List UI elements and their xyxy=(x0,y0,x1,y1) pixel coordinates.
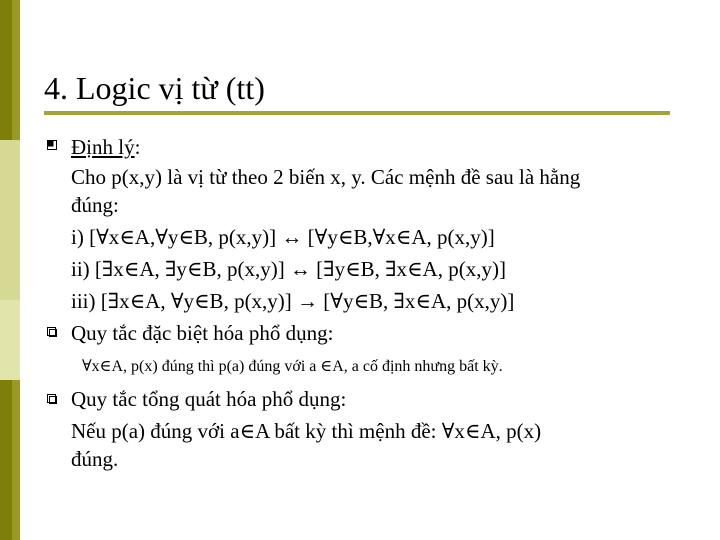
rule-general-line: Nếu p(a) đúng với a∈A bất kỳ thì mệnh đề: ∀x∈A, p(x) xyxy=(71,419,542,443)
square-bullet-icon xyxy=(47,327,57,337)
theorem-line: đúng: xyxy=(71,193,119,217)
title-underline-rule xyxy=(44,111,670,115)
sidebar-stripe-light xyxy=(0,140,20,300)
theorem-formula-ii: ii) [∃x∈A, ∃y∈B, p(x,y)] ↔ [∃y∈B, ∃x∈A, p(x,y)] xyxy=(71,257,506,281)
theorem-heading: Định lý xyxy=(71,135,135,159)
theorem-formula-i: i) [∀x∈A,∀y∈B, p(x,y)] ↔ [∀y∈B,∀x∈A, p(x,y)] xyxy=(71,225,495,249)
theorem-heading-colon: : xyxy=(134,135,141,159)
rule-specific-detail: ∀x∈A, p(x) đúng thì p(a) đúng với a ∈A, a cố định nhưng bất kỳ. xyxy=(82,358,503,375)
sidebar-stripe-pale xyxy=(0,300,20,380)
square-bullet-icon xyxy=(47,140,57,150)
theorem-line: Cho p(x,y) là vị từ theo 2 biến x, y. Các mệnh đề sau là hằng xyxy=(71,165,581,189)
theorem-formula-iii: iii) [∃x∈A, ∀y∈B, p(x,y)] → [∀y∈B, ∃x∈A, p(x,y)] xyxy=(71,289,515,313)
square-bullet-icon xyxy=(47,394,57,404)
theorem-heading-line xyxy=(71,134,140,160)
rule-specific-title: Quy tắc đặc biệt hóa phổ dụng: xyxy=(71,321,334,345)
rule-general-title: Quy tắc tổng quát hóa phổ dụng: xyxy=(71,387,347,411)
slide-title: 4. Logic vị từ (tt) xyxy=(44,70,265,106)
rule-general-line: đúng. xyxy=(71,447,119,471)
